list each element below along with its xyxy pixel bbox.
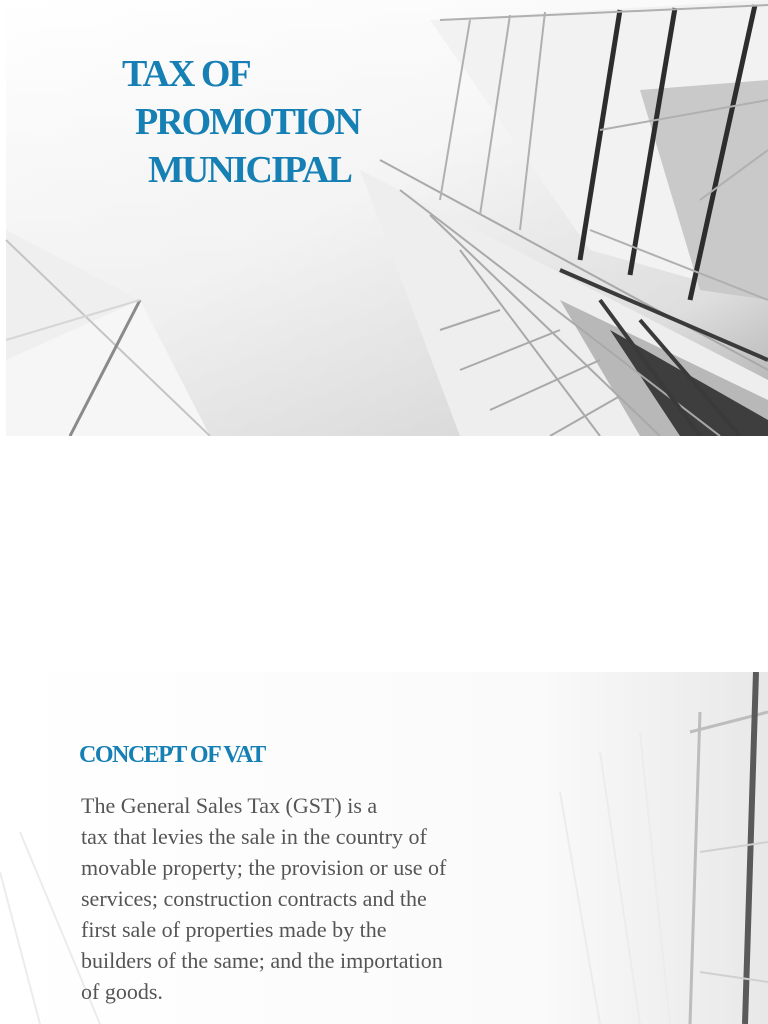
body-line: The General Sales Tax (GST) is a: [81, 793, 378, 818]
building-background-image: [0, 0, 768, 436]
body-line: builders of the same; and the importation: [81, 948, 443, 973]
body-line: tax that levies the sale in the country of: [81, 824, 427, 849]
section-heading: CONCEPT OF VAT: [79, 742, 265, 768]
title-line-3: MUNICIPAL: [148, 149, 351, 191]
body-line: of goods.: [81, 979, 163, 1004]
body-line: movable property; the provision or use of: [81, 855, 447, 880]
content-slide: [0, 672, 768, 1024]
body-line: first sale of properties made by the: [81, 917, 387, 942]
title-slide: [0, 0, 768, 436]
title-line-1: TAX OF: [122, 53, 250, 95]
slide-title: [122, 50, 360, 194]
body-text: [81, 790, 521, 1007]
body-line: services; construction contracts and the: [81, 886, 427, 911]
title-line-2: PROMOTION: [135, 101, 360, 143]
